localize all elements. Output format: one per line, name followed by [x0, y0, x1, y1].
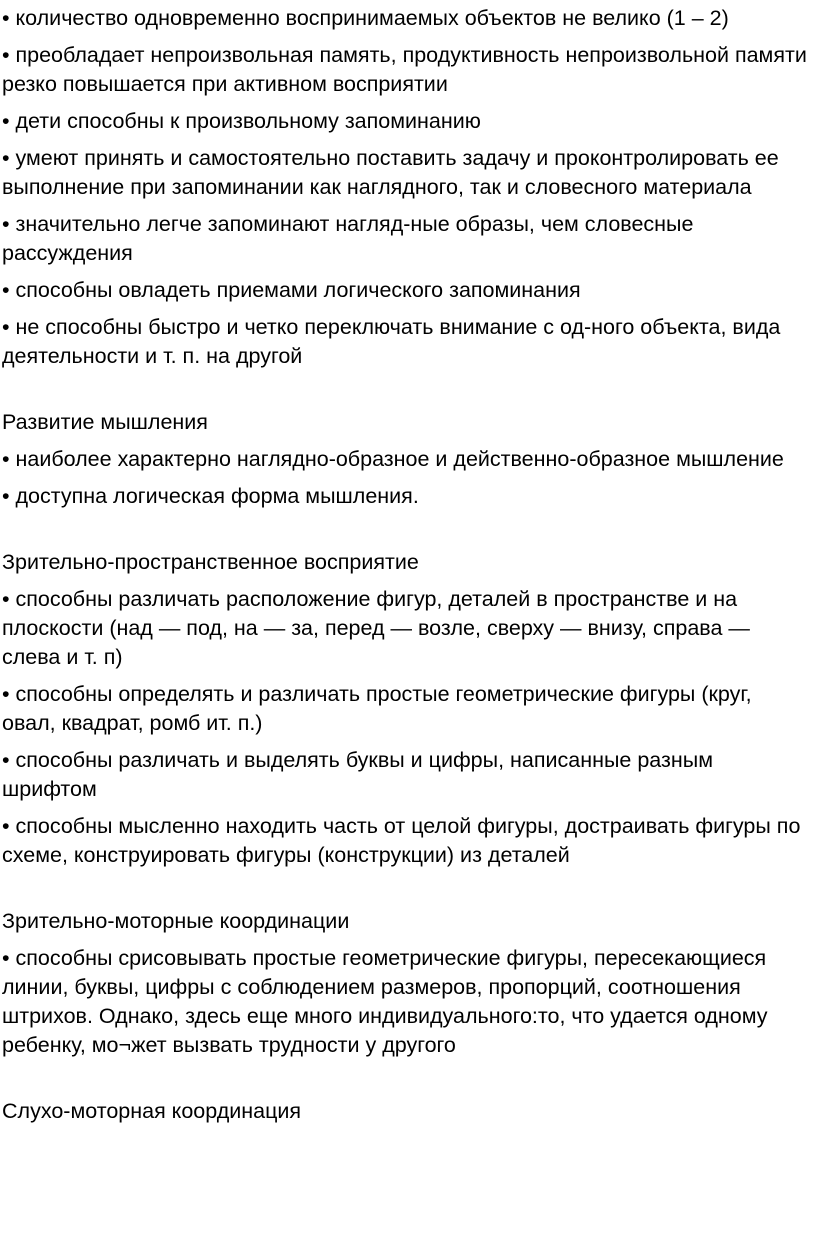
bullet-objects-count: • количество одновременно воспринимаемых объектов не велико (1 – 2) [2, 6, 729, 30]
bullet-voluntary-memorization: • дети способны к произвольному запоминанию [2, 109, 481, 133]
bullet-geometric-figures: • способны определять и различать простые геометрические фигуры (круг, овал, квадрат, ромб ит. п.) [2, 682, 752, 735]
bullet-letters-digits: • способны различать и выделять буквы и цифры, написанные разным шрифтом [2, 748, 713, 801]
bullet-logical-memorization: • способны овладеть приемами логического запоминания [2, 278, 581, 302]
heading-visual-spatial-perception: Зрительно-пространственное восприятие [2, 550, 419, 574]
bullet-involuntary-memory: • преобладает непроизвольная память, продуктивность непроизвольной памяти резко повышается при активном восприятии [2, 43, 807, 96]
heading-auditory-motor-coordination: Слухо-моторная координация [2, 1099, 302, 1123]
heading-visual-motor-coordination: Зрительно-моторные координации [2, 909, 350, 933]
heading-thinking-development: Развитие мышления [2, 410, 208, 434]
bullet-figure-parts: • способны мысленно находить часть от целой фигуры, достраивать фигуры по схеме, конструировать фигуры (конструкции) из деталей [2, 814, 801, 867]
bullet-attention-switching: • не способны быстро и четко переключать внимание с од-ного объекта, вида деятельности и т. п. на другой [2, 315, 781, 368]
bullet-logical-thinking: • доступна логическая форма мышления. [2, 484, 419, 508]
bullet-distinguish-positions: • способны различать расположение фигур, деталей в пространстве и на плоскости (над — под, на — за, перед — возле, сверху — внизу, справа — слева и т. п) [2, 587, 750, 669]
bullet-copy-figures: • способны срисовывать простые геометрические фигуры, пересекающиеся линии, буквы, цифры с соблюдением размеров, пропорций, соотношения штрихов. Однако, здесь еще много индивидуального:то, что удается одному ребенку, мо¬жет вызвать трудности у другого [2, 946, 768, 1057]
bullet-visual-images: • значительно легче запоминают нагляд-ные образы, чем словесные рассуждения [2, 212, 694, 265]
bullet-accept-task: • умеют принять и самостоятельно поставить задачу и проконтролировать ее выполнение при запоминании как наглядного, так и словесного материала [2, 146, 779, 199]
bullet-visual-thinking: • наиболее характерно наглядно-образное и действенно-образное мышление [2, 447, 784, 471]
